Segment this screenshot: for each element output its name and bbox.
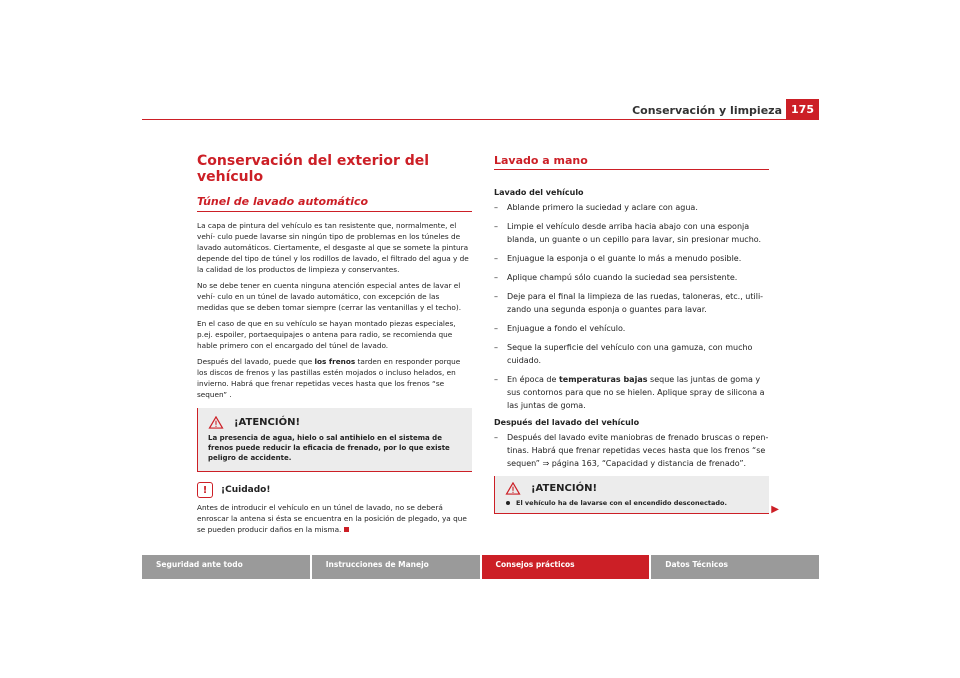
caution-text bbox=[197, 502, 472, 535]
list-item bbox=[494, 220, 769, 246]
list-item bbox=[494, 271, 769, 284]
warning-title: ¡ATENCIÓN! bbox=[234, 417, 301, 428]
paragraph-2: No se debe tener en cuenta ninguna atención especial antes de lavar el vehí- culo en un túnel de lavado automático, con excepción de las medidas que se deben tomar siempre (cerrar las ventanillas y el techo). bbox=[197, 281, 462, 312]
caution-text-body: Antes de introducir el vehículo en un túnel de lavado, no se deberá enroscar la antena si ésta se encuentra en la posición de plegado, ya que se pueden producir daños en la misma. bbox=[197, 503, 467, 534]
paragraph-3: En el caso de que en su vehículo se hayan montado piezas especiales, p.ej. espoiler, portaequipajes o antena para radio, se recomienda que hable primero con el encargado del túnel de lavado. bbox=[197, 319, 456, 350]
list-dash: – bbox=[494, 203, 498, 212]
list-item bbox=[494, 252, 769, 265]
list-item bbox=[494, 373, 769, 412]
list-item-text: Aplique champú sólo cuando la suciedad sea persistente. bbox=[507, 273, 738, 282]
tab-consejos[interactable]: Consejos prácticos bbox=[482, 555, 650, 579]
cross-reference-arrow-icon: ⇒ bbox=[542, 459, 550, 468]
list-item-bold: temperaturas bajas bbox=[558, 375, 648, 384]
list-item bbox=[494, 290, 769, 316]
list-item bbox=[494, 322, 769, 335]
section-title-right: Lavado a mano bbox=[494, 154, 769, 170]
list-dash: – bbox=[494, 343, 498, 352]
warning-box-right bbox=[494, 476, 779, 515]
tab-datos[interactable]: Datos Técnicos bbox=[651, 555, 819, 579]
continue-arrow-icon: ▶ bbox=[771, 504, 779, 515]
p4-text-end: tarden en responder porque los discos de frenos y las pastillas estén mojados o incluso helados, en invierno. Habrá que frenar repetidas veces hasta que los frenos “se sequen” . bbox=[197, 357, 461, 399]
tab-seguridad[interactable]: Seguridad ante todo bbox=[142, 555, 310, 579]
list-dash: – bbox=[494, 324, 498, 333]
caution-title: ¡Cuidado! bbox=[221, 485, 271, 495]
list-dash: – bbox=[494, 254, 498, 263]
subsection-title-2: Después del lavado del vehículo bbox=[494, 418, 640, 427]
list-item bbox=[494, 341, 769, 367]
left-column bbox=[197, 153, 472, 540]
list-item-text-end: seque las juntas de goma y sus contornos para que no se hielen. Aplique spray de silicona a las juntas de goma. bbox=[507, 375, 765, 410]
list-item-text: Después del lavado evite maniobras de frenado bruscas o repen- tinas. Habrá que frenar repetidas veces hasta que los frenos “se sequen” bbox=[507, 433, 769, 468]
list-item-text: Ablande primero la suciedad y aclare con agua. bbox=[507, 203, 698, 212]
header-rule bbox=[142, 119, 819, 120]
list-dash: – bbox=[494, 433, 498, 442]
list-dash: – bbox=[494, 375, 498, 384]
list-dash: – bbox=[494, 292, 498, 301]
section-subtitle: Túnel de lavado automático bbox=[197, 195, 472, 212]
list-item bbox=[494, 201, 769, 214]
list-item-text: Enjuague a fondo el vehículo. bbox=[507, 324, 626, 333]
warning-title: ¡ATENCIÓN! bbox=[531, 483, 598, 494]
header-title: Conservación y limpieza bbox=[632, 104, 782, 117]
list-item bbox=[494, 431, 769, 470]
list-item-text: Deje para el final la limpieza de las ruedas, taloneras, etc., utili- zando una segunda esponja o guantes para lavar. bbox=[507, 292, 764, 314]
warning-text: La presencia de agua, hielo o sal antihielo en el sistema de frenos puede reducir la eficacia de frenado, por lo que existe peligro de accidente. bbox=[208, 434, 450, 462]
right-column bbox=[494, 154, 779, 524]
list-dash: – bbox=[494, 273, 498, 282]
list-dash: – bbox=[494, 222, 498, 231]
footer-nav bbox=[142, 555, 819, 579]
warning-triangle-icon bbox=[505, 482, 521, 495]
warning-box bbox=[197, 408, 472, 472]
bullet-icon bbox=[506, 501, 510, 505]
list-item-text: En época de bbox=[507, 375, 559, 384]
p4-text: Después del lavado, puede que bbox=[197, 357, 315, 366]
p4-bold: los frenos bbox=[314, 357, 356, 366]
subsection-title-1: Lavado del vehículo bbox=[494, 188, 584, 197]
page-number: 175 bbox=[786, 99, 819, 119]
tab-instrucciones[interactable]: Instrucciones de Manejo bbox=[312, 555, 480, 579]
caution-icon: ! bbox=[197, 482, 213, 498]
paragraph-4 bbox=[197, 356, 472, 400]
list-item-text: Seque la superficie del vehículo con una gamuza, con mucho cuidado. bbox=[507, 343, 753, 365]
paragraph-1: La capa de pintura del vehículo es tan resistente que, normalmente, el vehí- culo puede lavarse sin ningún tipo de problemas en los túneles de lavado automáticos. Ciertamente, el desgaste al que se somete la pintura depende del tipo de túnel y los rodillos de lavado, el filtrado del agua y de la calidad de los productos de limpieza y conservantes. bbox=[197, 221, 469, 274]
list-item-text: Enjuague la esponja o el guante lo más a menudo posible. bbox=[507, 254, 742, 263]
section-title: Conservación del exterior del vehículo bbox=[197, 153, 430, 185]
page-reference-link[interactable]: página 163, “Capacidad y distancia de frenado”. bbox=[549, 459, 747, 468]
list-item-text: Limpie el vehículo desde arriba hacia abajo con una esponja blanda, un guante o un cepillo para lavar, sin presionar mucho. bbox=[507, 222, 762, 244]
warning-triangle-icon bbox=[208, 416, 224, 429]
section-end-icon bbox=[344, 527, 349, 532]
warning-bullet-text: El vehículo ha de lavarse con el encendido desconectado. bbox=[516, 499, 727, 507]
